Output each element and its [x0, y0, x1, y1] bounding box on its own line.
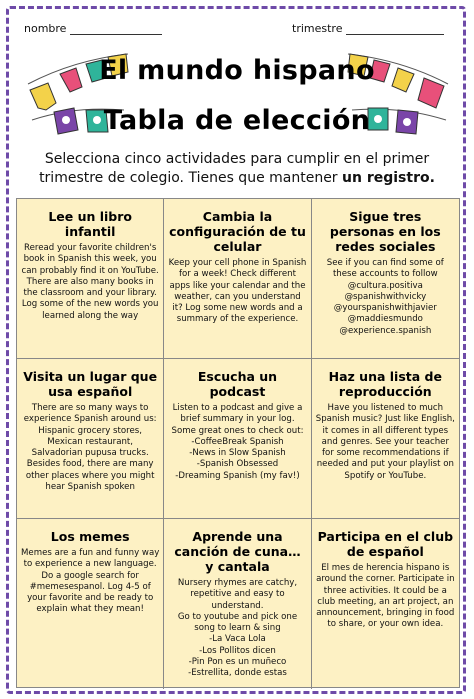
activity-title: Lee un libro infantil	[48, 209, 133, 239]
activity-description: Have you listened to much Spanish music? Just like English, it comes in all different types and genres. See your teacher for some recommendations if needed and put your playlist on Spotify or YouTube.	[315, 403, 455, 481]
activity-card[interactable]	[17, 199, 164, 359]
activity-card[interactable]	[164, 519, 311, 689]
instructions-text: Selecciona cinco actividades para cumplir en el primer trimestre de colegio. Tienes que mantener	[39, 151, 430, 186]
activity-title: Visita un lugar que usa español	[23, 369, 158, 399]
name-line[interactable]	[70, 23, 162, 35]
activity-title: Aprende una canción de cuna… y cantala	[174, 529, 301, 574]
activity-card[interactable]	[312, 359, 459, 519]
activity-card[interactable]	[312, 519, 459, 689]
term-label: trimestre	[292, 22, 343, 35]
activity-card[interactable]	[17, 519, 164, 689]
name-label: nombre	[24, 22, 67, 35]
activity-title: Los memes	[50, 529, 130, 544]
activity-title: Sigue tres personas en los redes sociales	[329, 209, 441, 254]
page-title: El mundo hispano	[99, 55, 375, 86]
activity-description: There are so many ways to experience Spanish around us: Hispanic grocery stores, Mexican restaurant, Salvadorian pupusa trucks. Besides food, there are many other places where you might hear Spanish spoken	[23, 403, 157, 493]
term-field[interactable]	[292, 22, 444, 35]
choice-board	[16, 198, 460, 688]
activity-card[interactable]	[164, 199, 311, 359]
activity-title: Cambia la configuración de tu celular	[169, 209, 306, 254]
activity-description: Keep your cell phone in Spanish for a week! Check different apps like your calendar and the weather, can you understand it? Log some new words and a summary of the experience.	[168, 258, 307, 325]
activity-description: El mes de herencia hispano is around the corner. Participate in three activities. It could be a club meeting, an art project, an announcement, bringing in food to share, or your own idea.	[316, 563, 455, 630]
activity-title: Escucha un podcast	[197, 369, 278, 399]
term-line[interactable]	[346, 23, 444, 35]
activity-description: Nursery rhymes are catchy, repetitive and easy to understand. Go to youtube and pick one song to learn & sing -La Vaca Lola -Los Pollitos dicen -Pin Pon es un muñeco -Estrellita, donde estas	[177, 578, 298, 679]
activity-description: Listen to a podcast and give a brief summary in your log. Some great ones to check out: -CoffeeBreak Spanish -News in Slow Spanish -Spanish Obsessed -Dreaming Spanish (my fav!)	[171, 403, 304, 481]
name-field[interactable]	[24, 22, 162, 35]
activity-card[interactable]	[312, 199, 459, 359]
instructions	[24, 150, 450, 188]
activity-description: Memes are a fun and funny way to experience a new language. Do a google search for #memesespanol. Log 4-5 of your favorite and be ready to explain what they mean!	[21, 548, 160, 615]
activity-card[interactable]	[164, 359, 311, 519]
activity-title: Haz una lista de reproducción	[328, 369, 442, 399]
activity-title: Participa en el club de español	[317, 529, 454, 559]
activity-description: See if you can find some of these accounts to follow @cultura.positiva @spanishwithvicky @yourspanishwithjavier @maddiesmundo @experience.spanish	[326, 258, 444, 336]
activity-card[interactable]	[17, 359, 164, 519]
page-subtitle: Tabla de elección	[103, 105, 371, 136]
activity-description: Reread your favorite children's book in Spanish this week, you can probably find it on YouTube. There are also many books in the classroom and your library. Log some of the new words you learned along the way	[21, 243, 159, 321]
instructions-bold: un registro.	[342, 170, 435, 186]
